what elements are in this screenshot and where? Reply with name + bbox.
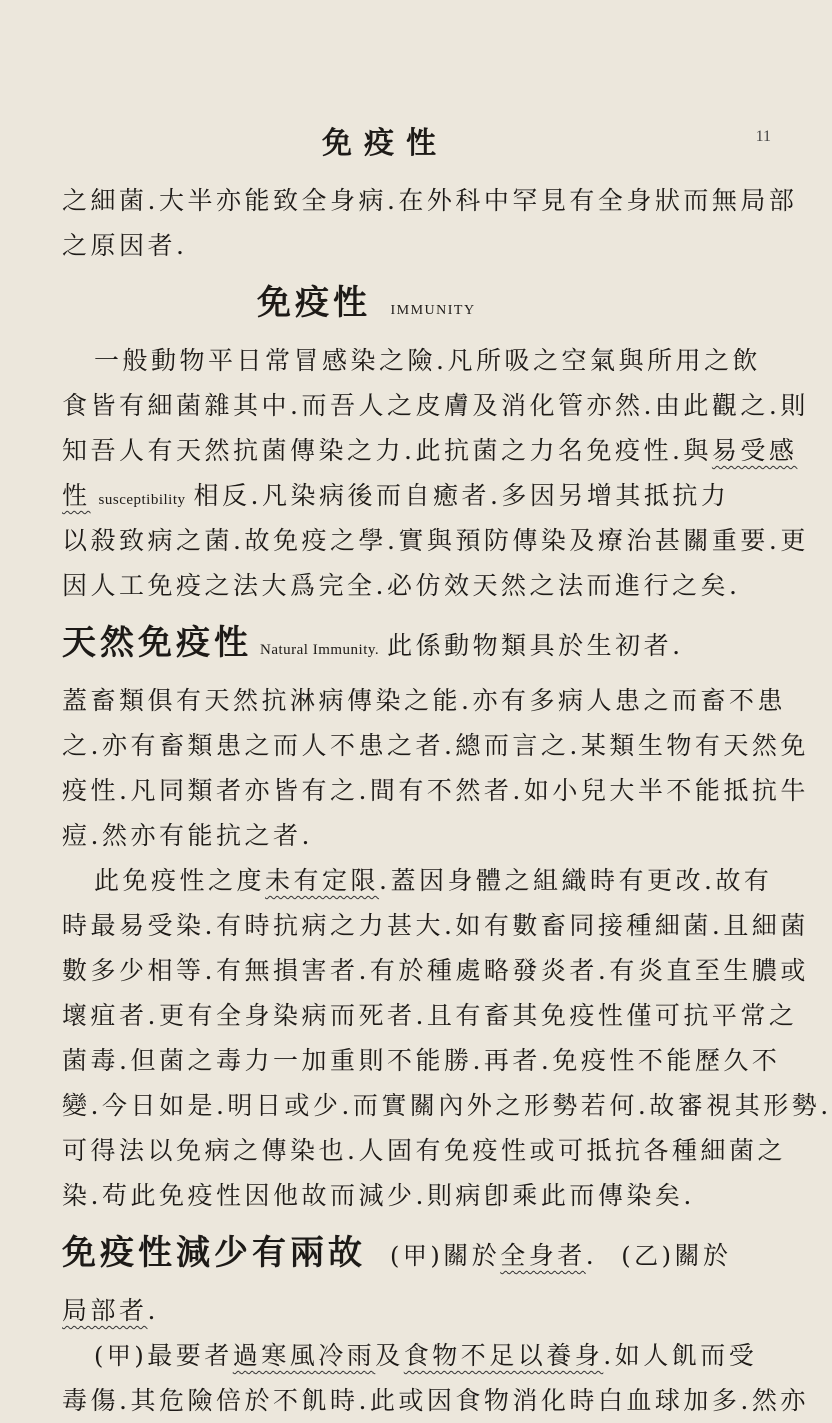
line-text: 毒傷.其危險倍於不飢時.此或因食物消化時白血球加多.然亦 [62,1386,809,1415]
text-line [62,1288,752,1333]
marker-b: (乙) [621,1242,675,1270]
line-text: .蓋因身體之組織時有更改.故有 [379,866,773,895]
text-line [62,178,798,223]
line-text: 變.今日如是.明日或少.而實關內外之形勢若何.故審視其形勢. [62,1091,832,1120]
text-line [62,813,752,858]
page-body [62,178,832,1423]
text-line [62,858,773,903]
heading-zh: 免疫性減少有兩故 [62,1233,366,1273]
heading-zh: 天然免疫性 [62,623,252,663]
text-line [62,1333,758,1378]
term-local: 局部者 [62,1296,148,1325]
line-text: 痘.然亦有能抗之者. [62,821,313,850]
text-line [62,563,752,608]
line-text: 之.亦有畜類患之而人不患之者.總而言之.某類生物有天然免 [62,731,809,760]
marker-a: (甲) [94,1342,148,1370]
text-line [62,723,809,768]
heading-zh: 免疫性 [257,283,371,323]
marker-a: (甲) [390,1242,444,1270]
line-text: 以殺致病之菌.故免疫之學.實與預防傳染及療治甚關重要.更 [62,526,809,555]
section-heading-reduced-immunity [62,1218,752,1288]
line-text: 因人工免疫之法大爲完全.必仿效天然之法而進行之矣. [62,571,741,600]
line-text: . [147,1296,159,1325]
line-text: 及 [375,1341,404,1370]
line-text: 菌毒.但菌之毒力一加重則不能勝.再者.免疫性不能歷久不 [62,1046,781,1075]
term-general: 全身者 [500,1241,586,1270]
line-text: 知吾人有天然抗菌傳染之力.此抗菌之力名免疫性.與 [62,436,712,465]
text-line [62,473,752,518]
section-heading-natural-immunity [62,608,752,678]
text-line [62,1378,809,1423]
page-header [0,118,801,161]
line-text: 時最易受染.有時抗病之力甚大.如有數畜同接種細菌.且細菌 [62,911,809,940]
line-text: 疫性.凡同類者亦皆有之.間有不然者.如小兒大半不能抵抗牛 [62,776,809,805]
text-line [62,518,809,563]
term-susceptibility-en: susceptibility [98,492,186,508]
line-text: 染.苟此免疫性因他故而減少.則病卽乘此而傳染矣. [62,1181,695,1210]
heading-text: . [585,1241,598,1270]
text-line [62,383,809,428]
text-line [62,428,798,473]
line-text: 一般動物平日常冒感染之險.凡所吸之空氣與所用之飲 [94,346,761,375]
heading-text: 關於 [443,1241,501,1270]
line-text: 食皆有細菌雜其中.而吾人之皮膚及消化管亦然.由此觀之.則 [62,391,809,420]
text-line [62,678,786,723]
line-text: 蓋畜類俱有天然抗淋病傳染之能.亦有多病人患之而畜不患 [62,686,786,715]
line-text: .如人飢而受 [603,1341,758,1370]
line-text: 壞疽者.更有全身染病而死者.且有畜其免疫性僅可抗平常之 [62,1001,798,1030]
term-susceptibility-zh-end: 性 [62,481,91,510]
line-text: 相反.凡染病後而自癒者.多因另增其抵抗力 [193,481,730,510]
text-line [62,1128,786,1173]
heading-en: IMMUNITY [390,303,476,318]
page-number: 11 [755,128,771,145]
term-susceptibility-zh: 易受感 [711,436,798,465]
text-line [62,338,761,383]
text-line [62,993,798,1038]
heading-en: Natural Immunity. [260,642,380,658]
text-line [62,903,809,948]
term-cold: 過寒風冷雨 [232,1341,376,1370]
text-line [62,223,752,268]
text-line [62,1083,832,1128]
term-indefinite: 未有定限 [265,866,380,895]
running-title: 免疫性 [322,126,448,161]
line-text: 之細菌.大半亦能致全身病.在外科中罕見有全身狀而無局部 [62,186,798,215]
heading-rest: 此係動物類具於生初者. [387,631,684,660]
term-malnutrition: 食物不足以養身 [403,1341,604,1370]
line-text: 最要者 [147,1341,233,1370]
section-heading-immunity [62,268,752,338]
line-text: 可得法以免病之傳染也.人固有免疫性或可抵抗各種細菌之 [62,1136,786,1165]
line-text: 此免疫性之度 [94,866,266,895]
text-line [62,948,809,993]
text-line [62,768,809,813]
text-line [62,1173,752,1218]
line-text: 之原因者. [62,231,188,260]
text-line [62,1038,781,1083]
line-text: 數多少相等.有無損害者.有於種處略發炎者.有炎直至生膿或 [62,956,809,985]
heading-text: 關於 [674,1241,732,1270]
